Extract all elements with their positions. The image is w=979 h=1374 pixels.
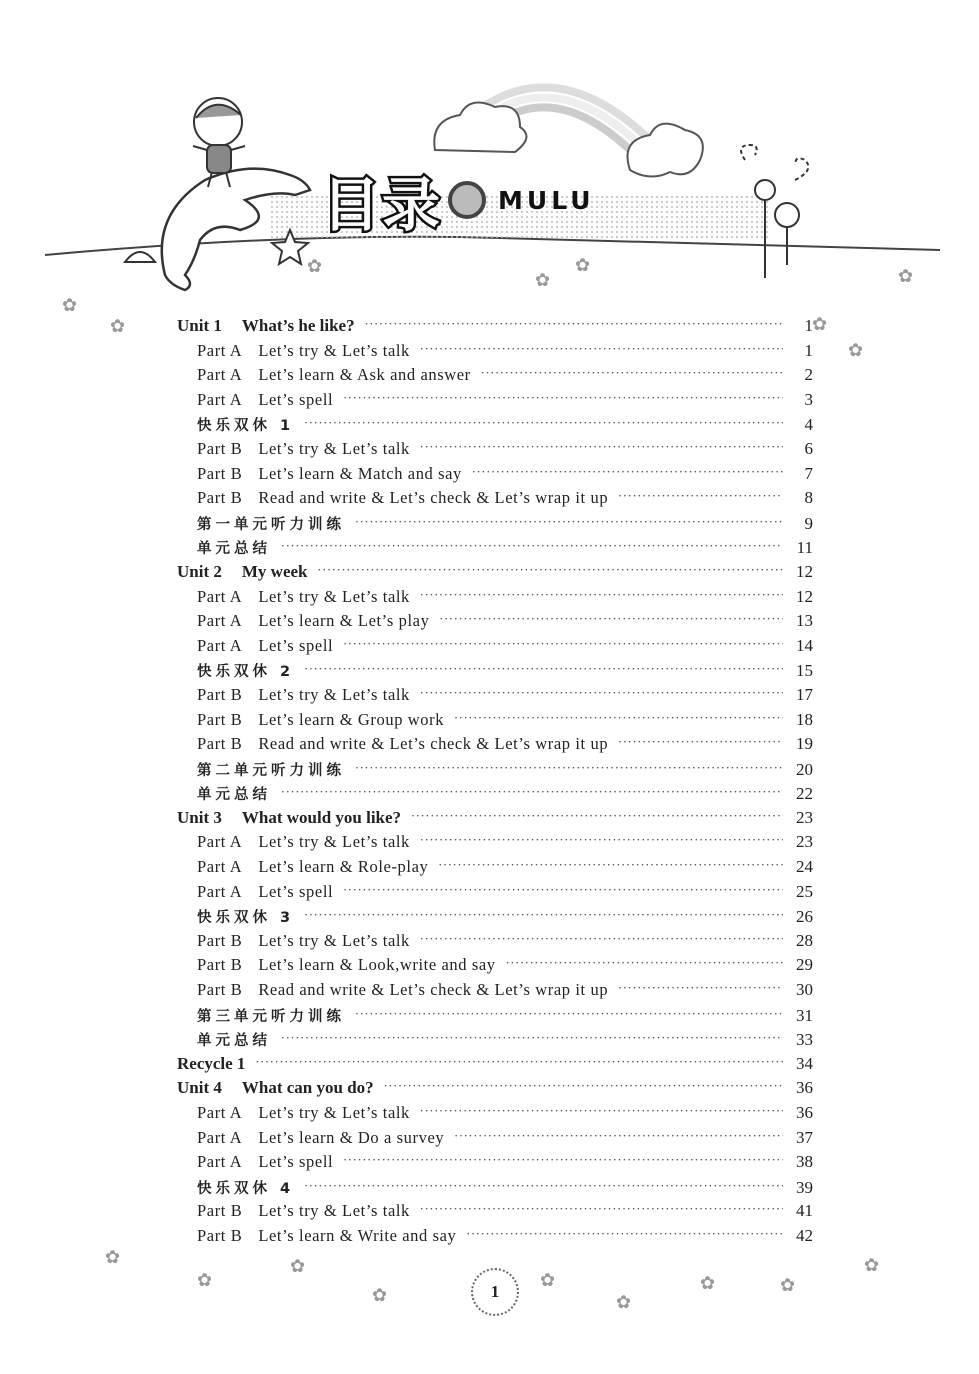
toc-entry-title <box>177 1054 255 1074</box>
dot-leader <box>318 563 784 577</box>
toc-page-number: 6 <box>804 438 813 458</box>
toc-entry-title <box>197 832 420 852</box>
title-dot-icon <box>448 181 486 219</box>
toc-entry-title <box>197 1226 466 1246</box>
toc-entry-title <box>197 1152 343 1172</box>
dot-leader <box>281 785 783 799</box>
dot-leader <box>384 1079 783 1093</box>
dot-leader <box>343 391 783 405</box>
toc-entry-text: Let’s try & Let’s talk <box>258 340 410 360</box>
toc-entry[interactable] <box>177 636 813 661</box>
toc-entry[interactable] <box>177 1201 813 1226</box>
toc-entry-title <box>197 365 481 385</box>
toc-page-number: 36 <box>796 1078 813 1098</box>
toc-page-number: 7 <box>804 463 813 483</box>
dot-leader <box>343 1153 783 1167</box>
flower-icon: ✿ <box>105 1247 121 1268</box>
toc-entry-text: Let’s try & Let’s talk <box>258 684 410 704</box>
toc-entry-number: Part A <box>197 635 243 655</box>
toc-page-number: 8 <box>804 488 813 508</box>
toc-entry-title: 单元总结 <box>197 541 271 558</box>
toc-page-number: 34 <box>796 1053 813 1073</box>
toc-entry-number: Part A <box>197 586 243 606</box>
dot-leader <box>439 612 783 626</box>
toc-entry[interactable] <box>177 710 813 735</box>
toc-page-number: 23 <box>796 832 813 852</box>
flower-icon: ✿ <box>864 1255 880 1276</box>
toc-entry[interactable] <box>177 882 813 907</box>
toc-page-number: 18 <box>796 709 813 729</box>
toc-entry-title: 快乐双休 2 <box>197 664 295 681</box>
toc-entry-number: Part A <box>197 389 243 409</box>
toc-page-number: 29 <box>796 955 813 975</box>
dot-leader <box>281 1031 783 1045</box>
toc-entry[interactable] <box>177 562 813 587</box>
toc-entry-number: Part B <box>197 955 243 975</box>
toc-entry-number: Part A <box>197 1103 243 1122</box>
toc-entry-number: Unit 1 <box>177 316 222 335</box>
toc-page-number: 38 <box>796 1152 813 1172</box>
flower-icon: ✿ <box>535 270 551 291</box>
dot-leader <box>355 515 783 529</box>
toc-page-number: 28 <box>796 930 813 950</box>
toc-entry[interactable] <box>177 1005 813 1030</box>
dot-leader <box>304 662 783 676</box>
dot-leader <box>365 317 783 331</box>
toc-entry[interactable] <box>177 1078 813 1103</box>
toc-entry-number: Part B <box>197 930 243 950</box>
dot-leader <box>304 1179 783 1193</box>
flower-icon: ✿ <box>197 1270 213 1291</box>
toc-entry-title <box>197 980 618 1000</box>
toc-page-number: 3 <box>804 389 813 409</box>
toc-entry[interactable] <box>177 390 813 415</box>
toc-entry-number: Part A <box>197 857 243 877</box>
toc-entry-number: Part A <box>197 1127 243 1147</box>
toc-entry[interactable] <box>177 513 813 538</box>
toc-entry-number: Unit 3 <box>177 807 222 827</box>
toc-entry-title <box>197 439 420 459</box>
toc-page-number: 1 <box>804 340 813 360</box>
flower-icon: ✿ <box>848 340 864 361</box>
toc-entry[interactable] <box>177 464 813 489</box>
toc-entry-number: Part A <box>197 365 243 385</box>
toc-entry-title <box>197 1103 420 1123</box>
toc-entry-text: Let’s learn & Role-play <box>258 857 429 877</box>
toc-entry[interactable] <box>177 759 813 784</box>
dot-leader <box>618 981 783 995</box>
toc-page-number: 15 <box>796 661 813 681</box>
flower-icon: ✿ <box>700 1273 716 1294</box>
dot-leader <box>420 342 783 356</box>
toc-entry[interactable] <box>177 1054 813 1079</box>
toc-entry-title <box>197 685 420 705</box>
dot-leader <box>481 366 783 380</box>
toc-entry-title <box>197 488 618 508</box>
toc-entry-text: Let’s spell <box>258 635 334 655</box>
title-chinese: 目录 <box>322 171 443 239</box>
toc-entry[interactable] <box>177 857 813 882</box>
toc-entry-number: Part A <box>197 881 243 901</box>
dot-leader <box>618 489 783 503</box>
toc-entry-text: Let’s spell <box>258 881 334 901</box>
dot-leader <box>255 1055 783 1069</box>
toc-entry-text: Let’s try & Let’s talk <box>258 438 410 458</box>
dot-leader <box>343 637 783 651</box>
dot-leader <box>420 1104 783 1118</box>
toc-entry-text: Let’s spell <box>258 389 334 409</box>
flower-icon: ✿ <box>616 1292 632 1313</box>
toc-entry[interactable] <box>177 931 813 956</box>
flower-icon: ✿ <box>372 1285 388 1306</box>
toc-entry-text: Read and write & Let’s check & Let’s wrap it up <box>258 980 609 1000</box>
toc-page-number: 24 <box>796 857 813 877</box>
toc-entry[interactable] <box>177 1152 813 1177</box>
dot-leader <box>420 686 783 700</box>
toc-page-number: 20 <box>796 759 813 779</box>
toc-entry-title: 单元总结 <box>197 787 271 804</box>
toc-entry-text: Let’s learn & Match and say <box>258 463 462 483</box>
page-title <box>322 160 595 240</box>
toc-page-number: 23 <box>796 807 813 827</box>
dot-leader <box>420 833 783 847</box>
toc-entry-text: Let’s learn & Ask and answer <box>258 365 471 385</box>
toc-page-number: 12 <box>796 561 813 581</box>
toc-entry-title <box>197 341 420 361</box>
toc-entry-number: Unit 2 <box>177 561 222 581</box>
toc-entry-text: Let’s learn & Write and say <box>258 1225 457 1245</box>
toc-entry-number: Part B <box>197 438 243 458</box>
dot-leader <box>420 440 783 454</box>
dot-leader <box>355 761 783 775</box>
toc-entry-title <box>197 390 343 410</box>
flower-icon: ✿ <box>575 255 591 276</box>
dot-leader <box>420 588 783 602</box>
toc-entry[interactable] <box>177 537 813 562</box>
dot-leader <box>304 908 783 922</box>
toc-page-number: 30 <box>796 980 813 1000</box>
dot-leader <box>281 539 783 553</box>
toc-page-number: 2 <box>804 365 813 385</box>
toc-entry[interactable] <box>177 587 813 612</box>
toc-entry-text: Let’s spell <box>258 1152 334 1172</box>
toc-page-number: 14 <box>796 635 813 655</box>
toc-entry-text: Let’s try & Let’s talk <box>258 1103 410 1122</box>
toc-entry[interactable] <box>177 1128 813 1153</box>
toc-entry-text: What would you like? <box>241 807 402 827</box>
toc-entry-title <box>197 1128 454 1148</box>
toc-entry-text: What’s he like? <box>241 316 355 335</box>
toc-page-number: 42 <box>796 1225 813 1245</box>
toc-entry[interactable] <box>177 1103 813 1128</box>
toc-entry-title <box>197 587 420 607</box>
toc-entry-title: 第二单元听力训练 <box>197 762 345 779</box>
toc-entry-title <box>197 734 618 754</box>
toc-entry-number: Part B <box>197 684 243 704</box>
flower-icon: ✿ <box>898 266 914 287</box>
flower-icon: ✿ <box>110 316 126 337</box>
toc-page-number: 4 <box>804 415 813 435</box>
toc-entry-title: 第一单元听力训练 <box>197 516 345 533</box>
toc-entry[interactable] <box>177 439 813 464</box>
toc-entry[interactable] <box>177 734 813 759</box>
toc-entry[interactable] <box>177 980 813 1005</box>
toc-page-number: 17 <box>796 684 813 704</box>
page-number: 1 <box>471 1268 519 1316</box>
toc-entry-number: Part A <box>197 832 243 852</box>
toc-entry[interactable] <box>177 1226 813 1251</box>
toc-page-number: 19 <box>796 734 813 754</box>
toc-page-number: 25 <box>796 881 813 901</box>
flower-icon: ✿ <box>540 1270 556 1291</box>
toc-page-number: 12 <box>796 586 813 606</box>
toc-entry-text: My week <box>241 561 308 581</box>
toc-entry[interactable] <box>177 488 813 513</box>
toc-entry-text: Let’s learn & Let’s play <box>258 611 430 631</box>
toc-page-number: 26 <box>796 907 813 927</box>
toc-entry-number: Recycle 1 <box>177 1053 246 1073</box>
toc-entry-number: Part B <box>197 463 243 483</box>
toc-entry-title <box>197 882 343 902</box>
toc-entry-number: Part B <box>197 734 243 754</box>
toc-entry[interactable] <box>177 906 813 931</box>
toc-entry-text: Let’s try & Let’s talk <box>258 1201 410 1221</box>
flower-icon: ✿ <box>812 314 828 335</box>
toc-page-number: 22 <box>796 784 813 804</box>
toc-entry-number: Part B <box>197 980 243 1000</box>
cloud-left <box>434 103 526 153</box>
toc-entry[interactable] <box>177 832 813 857</box>
shell-decoration <box>125 252 155 262</box>
toc-entry[interactable] <box>177 685 813 710</box>
dot-leader <box>355 1007 783 1021</box>
toc-entry-title: 第三单元听力训练 <box>197 1008 345 1025</box>
table-of-contents <box>177 316 813 1251</box>
toc-entry-title <box>197 955 506 975</box>
toc-entry-title <box>177 562 318 582</box>
toc-entry-number: Part B <box>197 1201 243 1221</box>
toc-entry-text: Read and write & Let’s check & Let’s wrap it up <box>258 734 609 754</box>
toc-entry[interactable] <box>177 414 813 439</box>
toc-page-number: 33 <box>796 1030 813 1050</box>
dot-leader <box>438 858 783 872</box>
toc-entry[interactable] <box>177 808 813 833</box>
toc-entry-text: Let’s learn & Group work <box>258 709 445 729</box>
toc-entry[interactable] <box>177 1029 813 1054</box>
toc-entry-text: Let’s try & Let’s talk <box>258 930 410 950</box>
dot-leader <box>304 416 783 430</box>
toc-page-number: 13 <box>796 611 813 631</box>
dot-leader <box>472 465 783 479</box>
toc-entry-title <box>177 1078 384 1098</box>
toc-page-number: 1 <box>804 316 813 335</box>
dot-leader <box>420 1202 783 1216</box>
toc-entry[interactable] <box>177 365 813 390</box>
toc-page-number: 41 <box>796 1201 813 1221</box>
toc-entry-title <box>177 808 411 828</box>
toc-entry-number: Part A <box>197 340 243 360</box>
dot-leader <box>343 883 783 897</box>
toc-entry-number: Part A <box>197 611 243 631</box>
dot-leader <box>420 932 783 946</box>
toc-entry-number: Part B <box>197 709 243 729</box>
toc-entry-title: 快乐双休 1 <box>197 418 295 435</box>
toc-entry-text: What can you do? <box>241 1078 374 1098</box>
toc-entry[interactable] <box>177 660 813 685</box>
toc-entry-title <box>197 636 343 656</box>
toc-entry-title <box>177 316 365 336</box>
toc-entry-number: Part A <box>197 1152 243 1172</box>
toc-page-number: 36 <box>796 1103 813 1122</box>
dot-leader <box>454 711 783 725</box>
flower-icon: ✿ <box>290 1256 306 1277</box>
toc-page-number: 39 <box>796 1177 813 1197</box>
toc-entry-text: Let’s try & Let’s talk <box>258 586 410 606</box>
toc-entry[interactable] <box>177 341 813 366</box>
toc-page-number: 37 <box>796 1127 813 1147</box>
toc-entry-text: Let’s learn & Do a survey <box>258 1127 445 1147</box>
toc-entry-title <box>197 611 439 631</box>
toc-entry-title <box>197 710 454 730</box>
toc-entry-title <box>197 857 438 877</box>
dot-leader <box>618 735 783 749</box>
flower-icon: ✿ <box>62 295 78 316</box>
toc-page-number: 31 <box>796 1005 813 1025</box>
flower-icon: ✿ <box>780 1275 796 1296</box>
title-pinyin: MULU <box>498 185 595 215</box>
toc-entry[interactable] <box>177 611 813 636</box>
toc-entry-text: Read and write & Let’s check & Let’s wrap it up <box>258 488 609 508</box>
toc-entry-title <box>197 931 420 951</box>
toc-entry-title: 单元总结 <box>197 1033 271 1050</box>
flower-icon: ✿ <box>307 256 323 277</box>
dot-leader <box>411 809 783 823</box>
toc-entry[interactable] <box>177 783 813 808</box>
toc-entry-title: 快乐双休 3 <box>197 910 295 927</box>
toc-entry-number: Part B <box>197 1225 243 1245</box>
toc-page-number: 11 <box>796 538 813 558</box>
toc-entry-number: Unit 4 <box>177 1078 222 1098</box>
toc-entry-title: 快乐双休 4 <box>197 1180 295 1197</box>
toc-entry-title <box>197 464 472 484</box>
toc-entry-text: Let’s learn & Look,write and say <box>258 955 496 975</box>
toc-entry[interactable] <box>177 1177 813 1202</box>
toc-page-number: 9 <box>804 513 813 533</box>
toc-entry[interactable] <box>177 955 813 980</box>
dot-leader <box>506 956 783 970</box>
dot-leader <box>454 1129 783 1143</box>
toc-entry-title <box>197 1201 420 1221</box>
toc-entry-text: Let’s try & Let’s talk <box>258 832 410 852</box>
toc-entry[interactable] <box>177 316 813 341</box>
toc-entry-number: Part B <box>197 488 243 508</box>
dot-leader <box>466 1227 783 1241</box>
